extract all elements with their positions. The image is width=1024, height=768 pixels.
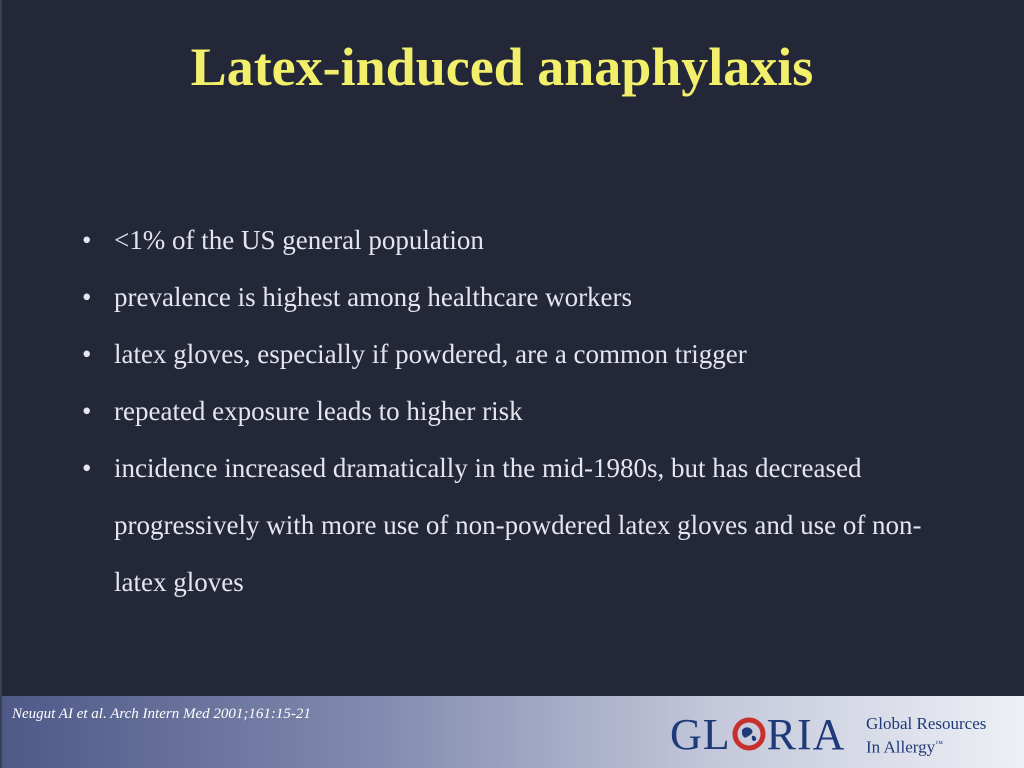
logo-word-right: RIA [766, 710, 846, 759]
bullet-dot: • [82, 396, 92, 426]
citation: Neugut AI et al. Arch Intern Med 2001;161:15-21 [12, 706, 311, 722]
logo-tagline-line1: Global Resources [866, 714, 987, 733]
bullet-dot: • [82, 282, 92, 312]
bullet-item [80, 383, 960, 440]
logo-wordmark [670, 710, 845, 760]
footer-bar [2, 696, 1024, 768]
bullet-text: prevalence is highest among healthcare workers [114, 282, 633, 312]
logo-tagline [866, 714, 986, 758]
logo-word-left: GL [670, 710, 731, 759]
bullet-item [80, 440, 960, 611]
logo-tagline-line2 [866, 734, 986, 758]
bullet-item [80, 212, 960, 269]
bullet-text: latex gloves, especially if powdered, are a common trigger [114, 339, 747, 369]
logo-tagline-line2-text: In Allergy [866, 737, 936, 757]
bullet-item [80, 326, 960, 383]
gloria-logo [670, 710, 1000, 760]
bullet-dot: • [82, 453, 92, 483]
trademark-symbol: ™ [935, 739, 943, 748]
bullet-list [80, 212, 960, 611]
bullet-item [80, 269, 960, 326]
bullet-dot: • [82, 225, 92, 255]
bullet-text: <1% of the US general population [114, 225, 484, 255]
slide-title: Latex-induced anaphylaxis [190, 37, 814, 97]
bullet-text: repeated exposure leads to higher risk [114, 396, 523, 426]
bullet-dot: • [82, 339, 92, 369]
globe-icon [732, 717, 766, 751]
bullet-text: incidence increased dramatically in the mid-1980s, but has decreased progressively with more use of non-powdered latex gloves and use of non-latex gloves [114, 453, 922, 597]
